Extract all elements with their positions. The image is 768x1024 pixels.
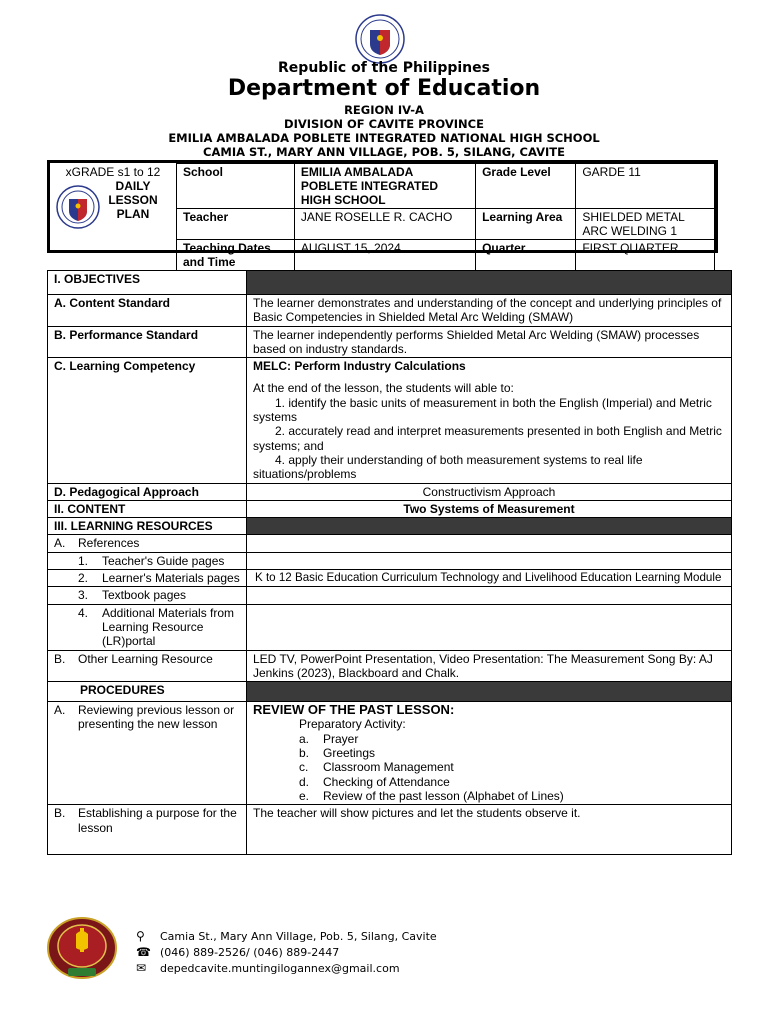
dates-label: Teaching Dates and Time xyxy=(177,240,295,271)
grade-value: GARDE 11 xyxy=(576,164,715,209)
footer-phone: (046) 889-2526/ (046) 889-2447 xyxy=(160,945,340,959)
reference-item-value: K to 12 Basic Education Curriculum Technology and Livelihood Education Learning Module xyxy=(247,570,732,587)
deped-seal-icon xyxy=(56,185,100,229)
phone-icon: ☎ xyxy=(136,945,151,959)
pedagogical-approach-value: Constructivism Approach xyxy=(247,483,732,500)
item-label: Other Learning Resource xyxy=(78,651,213,666)
learning-competency-value xyxy=(247,358,732,483)
melc-text: MELC: Perform Industry Calculations xyxy=(253,359,466,374)
teacher-label: Teacher xyxy=(177,209,295,240)
learning-resources-label: III. LEARNING RESOURCES xyxy=(48,518,247,535)
review-item xyxy=(253,732,725,746)
objectives-heading: I. OBJECTIVES xyxy=(48,271,247,295)
grade-label: Grade Level xyxy=(476,164,576,209)
lesson-info-table xyxy=(176,163,715,271)
item-label: Teacher's Guide pages xyxy=(102,553,225,568)
dlp-title: DAILY LESSON PLAN xyxy=(108,179,158,221)
reference-item-label xyxy=(48,587,247,604)
procedures-heading: PROCEDURES xyxy=(48,682,247,702)
region-heading: REGION IV-A xyxy=(344,103,424,117)
reference-item-label xyxy=(48,604,247,650)
item-number: 3. xyxy=(78,588,89,603)
content-standard-label: A. Content Standard xyxy=(48,295,247,327)
purpose-value: The teacher will show pictures and let the students observe it. xyxy=(247,805,732,855)
objective-item: 4. apply their understanding of both measurement systems to real life situations/problems xyxy=(253,452,643,482)
footer-email[interactable]: depedcavite.muntingilogannex@gmail.com xyxy=(160,961,400,975)
item-number: A. xyxy=(54,703,66,718)
purpose-label xyxy=(48,805,247,855)
item-number: a. xyxy=(299,731,310,746)
pedagogical-approach-label: D. Pedagogical Approach xyxy=(48,483,247,500)
reference-item-label xyxy=(48,570,247,587)
location-pin-icon: ⚲ xyxy=(136,929,145,943)
item-label: References xyxy=(78,536,140,551)
review-item xyxy=(253,789,725,803)
republic-heading: Republic of the Philippines xyxy=(278,60,490,76)
item-number: 4. xyxy=(78,605,89,620)
school-label: School xyxy=(177,164,295,209)
item-label: Establishing a purpose for the lesson xyxy=(78,806,237,835)
item-label: Learner's Materials pages xyxy=(102,571,240,586)
performance-standard-value: The learner independently performs Shielded Metal Arc Welding (SMAW) processes based on industry standards. xyxy=(247,326,732,358)
dates-value: AUGUST 15, 2024 xyxy=(294,240,475,271)
school-heading: EMILIA AMBALADA POBLETE INTEGRATED NATIONAL HIGH SCHOOL xyxy=(168,131,600,145)
lesson-plan-table xyxy=(47,270,732,855)
division-heading: DIVISION OF CAVITE PROVINCE xyxy=(284,117,484,131)
area-label: Learning Area xyxy=(476,209,576,240)
other-resource-value: LED TV, PowerPoint Presentation, Video Presentation: The Measurement Song By: AJ Jenkins (2023), Blackboard and Chalk. xyxy=(247,650,732,682)
item-number: c. xyxy=(299,760,309,775)
item-label: Review of the past lesson (Alphabet of Lines) xyxy=(323,788,564,803)
footer-contact xyxy=(136,928,437,976)
school-value: EMILIA AMBALADA POBLETE INTEGRATED HIGH SCHOOL xyxy=(294,164,475,209)
objective-item: 2. accurately read and interpret measurements presented in both English and Metric systems; and xyxy=(253,424,722,453)
item-number: B. xyxy=(54,651,66,666)
item-label: Textbook pages xyxy=(102,588,187,603)
item-number: b. xyxy=(299,746,310,761)
other-resource-label xyxy=(48,650,247,682)
item-label: Reviewing previous lesson or presenting the new lesson xyxy=(78,703,235,732)
objective-item: 1. identify the basic units of measurement in both the English (Imperial) and Metric systems xyxy=(253,395,712,425)
item-label: Additional Materials from Learning Resource (LR)portal xyxy=(102,605,235,649)
reference-item-value xyxy=(247,587,732,604)
review-label xyxy=(48,702,247,805)
preparatory-activity: Preparatory Activity: xyxy=(299,717,406,732)
quarter-value: FIRST QUARTER xyxy=(576,240,715,271)
references-label xyxy=(48,535,247,552)
review-item xyxy=(253,775,725,789)
reference-item-value xyxy=(247,552,732,569)
item-number: 2. xyxy=(78,571,89,586)
content-label: II. CONTENT xyxy=(48,500,247,517)
resources-shaded-cell xyxy=(247,518,732,535)
footer-address: Camia St., Mary Ann Village, Pob. 5, Silang, Cavite xyxy=(160,929,437,943)
item-number: 1. xyxy=(78,553,89,568)
item-label: Classroom Management xyxy=(323,760,454,775)
learning-competency-label: C. Learning Competency xyxy=(48,358,247,483)
item-label: Prayer xyxy=(323,731,359,746)
department-heading: Department of Education xyxy=(227,76,541,101)
dlp-label-block xyxy=(50,163,176,250)
end-of-lesson-text: At the end of the lesson, the students will able to: xyxy=(253,381,514,396)
content-standard-value: The learner demonstrates and understanding of the concept and underlying principles of Basic Competencies in Shielded Metal Arc Welding (SMAW) xyxy=(247,295,732,327)
item-number: B. xyxy=(54,806,66,821)
references-value xyxy=(247,535,732,552)
content-value: Two Systems of Measurement xyxy=(247,500,732,517)
grade-caption: xGRADE s1 to 12 xyxy=(65,165,161,179)
envelope-icon: ✉ xyxy=(136,961,147,975)
review-value xyxy=(247,702,732,805)
quarter-label: Quarter xyxy=(476,240,576,271)
performance-standard-label: B. Performance Standard xyxy=(48,326,247,358)
review-item xyxy=(253,746,725,760)
deped-seal-icon xyxy=(355,14,405,64)
lesson-info-box xyxy=(47,160,718,269)
procedures-shaded-cell xyxy=(247,682,732,702)
school-logo xyxy=(46,916,118,980)
school-address: CAMIA ST., MARY ANN VILLAGE, POB. 5, SILANG, CAVITE xyxy=(203,145,565,159)
reference-item-label xyxy=(48,552,247,569)
review-heading: REVIEW OF THE PAST LESSON: xyxy=(253,702,455,718)
item-label: Greetings xyxy=(323,746,376,761)
item-label: Checking of Attendance xyxy=(323,774,450,789)
reference-item-value xyxy=(247,604,732,650)
item-number: e. xyxy=(299,788,310,803)
item-number: d. xyxy=(299,774,310,789)
objectives-shaded-cell xyxy=(247,271,732,295)
review-item xyxy=(253,760,725,774)
item-number: A. xyxy=(54,536,66,551)
area-value: SHIELDED METAL ARC WELDING 1 xyxy=(576,209,715,240)
teacher-value: JANE ROSELLE R. CACHO xyxy=(294,209,475,240)
